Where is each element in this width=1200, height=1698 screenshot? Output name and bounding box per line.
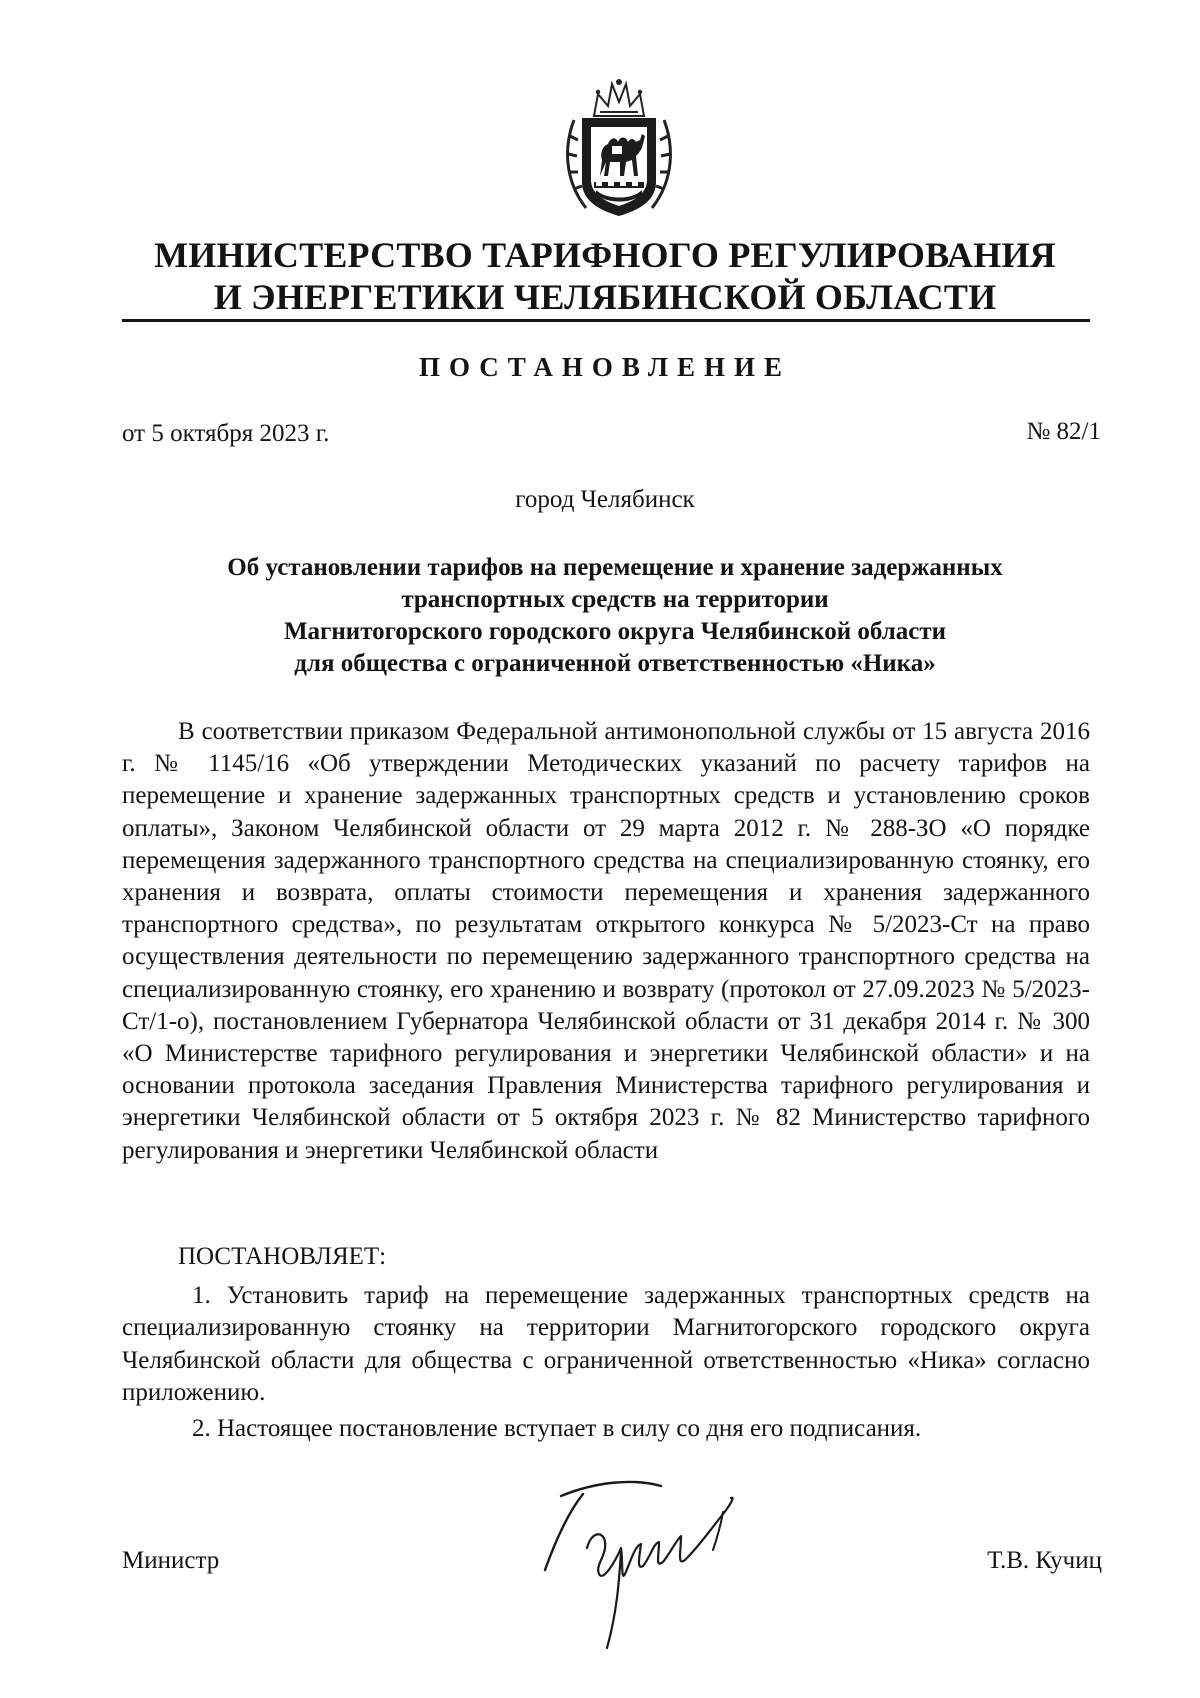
handwritten-signature	[525, 1452, 795, 1662]
document-title	[140, 552, 1090, 680]
resolves-heading: ПОСТАНОВЛЯЕТ:	[178, 1243, 387, 1270]
header-divider	[122, 319, 1090, 322]
preamble-paragraph: В соответствии приказом Федеральной антимонопольной службы от 15 августа 2016 г. № 1145/16 «Об утверждении Методических указаний по расчету тарифов на перемещение и хранение задержанных транспортных средств и установлению сроков оплаты», Законом Челябинской области от 29 марта 2012 г. № 288-ЗО «О порядке перемещения задержанного транспортного средства на специализированную стоянку, его хранения и возврата, оплаты стоимости перемещения и хранения задержанного транспортного средства», по результатам открытого конкурса № 5/2023-Ст на право осуществления деятельности по перемещению задержанного транспортного средства на специализированную стоянку, его хранению и возврату (протокол от 27.09.2023 № 5/2023-Ст/1-о), постановлением Губернатора Челябинской области от 31 декабря 2014 г. № 300 «О Министерстве тарифного регулирования и энергетики Челябинской области» и на основании протокола заседания Правления Министерства тарифного регулирования и энергетики Челябинской области от 5 октября 2023 г. № 82 Министерство тарифного регулирования и энергетики Челябинской области	[122, 718, 1090, 1164]
title-line2: транспортных средств на территории	[401, 586, 829, 613]
title-line3: Магнитогорского городского округа Челябинской области	[283, 618, 947, 645]
signatory-name: Т.В. Кучиц	[987, 1547, 1102, 1574]
resolution-item-2: 2. Настоящее постановление вступает в силу со дня его подписания.	[192, 1415, 922, 1442]
document-date: от 5 октября 2023 г.	[122, 420, 330, 447]
coat-of-arms-icon	[560, 76, 678, 222]
document-city: город Челябинск	[515, 486, 695, 513]
ministry-name	[110, 234, 1100, 318]
title-line4: для общества с ограниченной ответственностью «Ника»	[294, 650, 936, 677]
ministry-name-line1: МИНИСТЕРСТВО ТАРИФНОГО РЕГУЛИРОВАНИЯ	[154, 235, 1056, 275]
ministry-name-line2: И ЭНЕРГЕТИКИ ЧЕЛЯБИНСКОЙ ОБЛАСТИ	[213, 277, 997, 317]
document-type: ПОСТАНОВЛЕНИЕ	[418, 352, 792, 382]
resolution-item-1: 1. Установить тариф на перемещение задержанных транспортных средств на специализированную стоянку на территории Магнитогорского городского округа Челябинской области для общества с ограниченной ответственностью «Ника» согласно приложению.	[122, 1282, 1090, 1407]
document-number: № 82/1	[1026, 418, 1101, 445]
signatory-role: Министр	[122, 1547, 220, 1574]
title-line1: Об установлении тарифов на перемещение и хранение задержанных	[227, 554, 1003, 581]
